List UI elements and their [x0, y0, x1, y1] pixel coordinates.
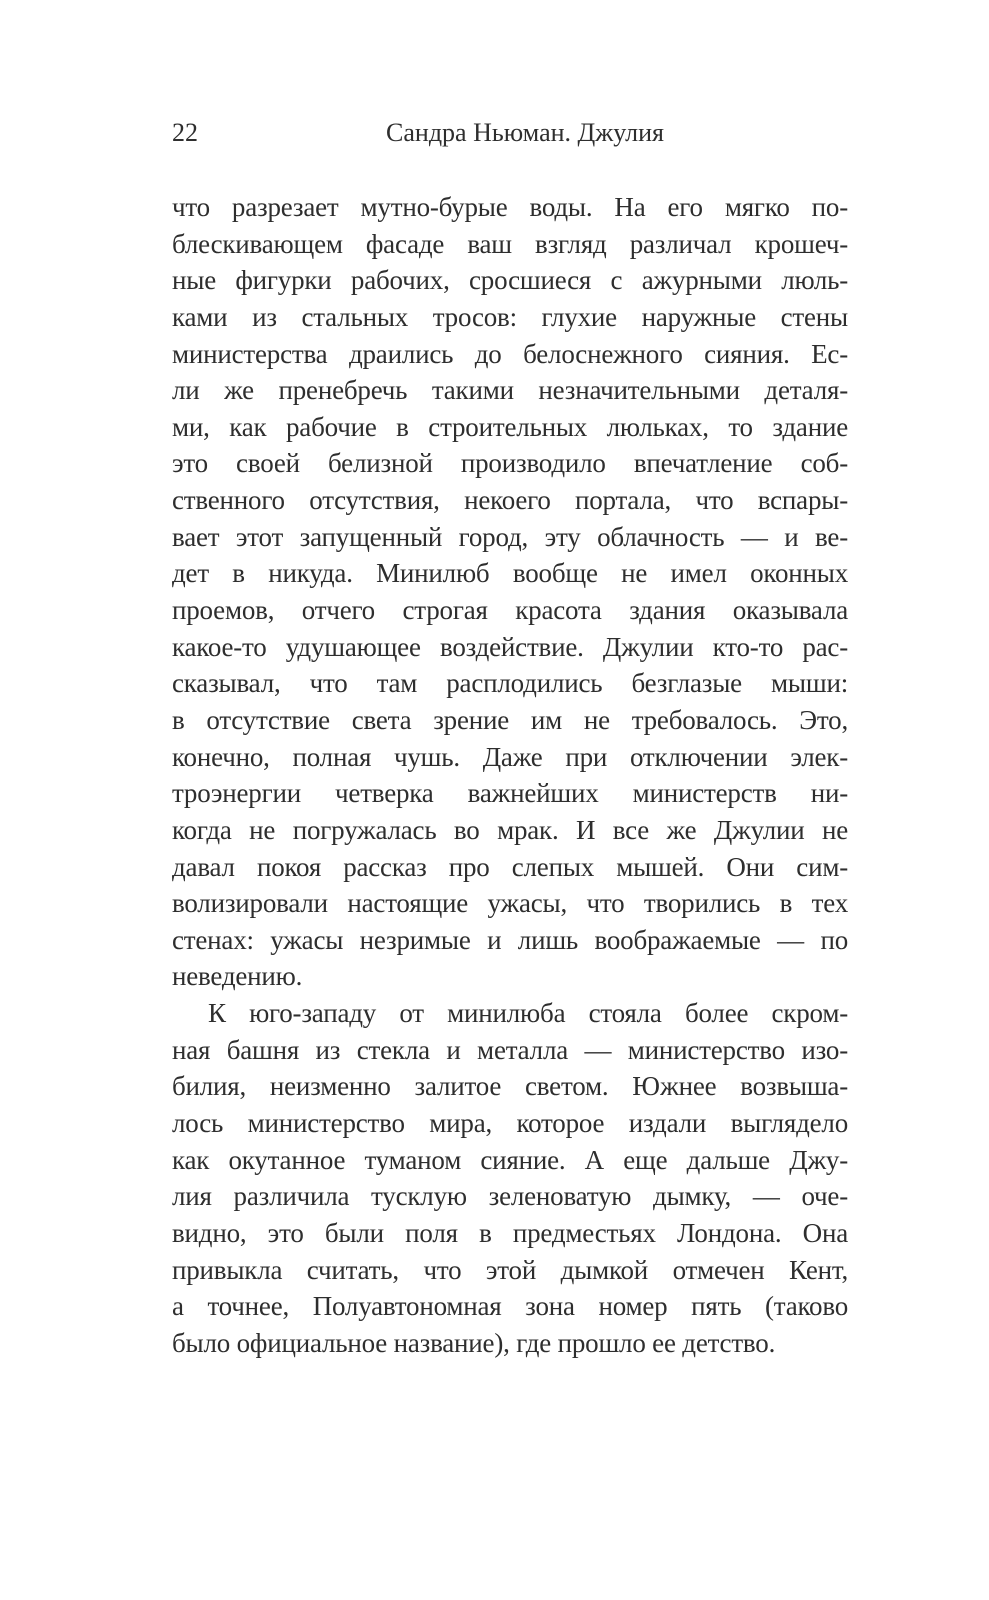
text-line: лия различила тусклую зеленоватую дымку, — оче- — [172, 1181, 848, 1212]
text-line: в отсутствие света зрение им не требовалось. Это, — [172, 704, 848, 735]
text-line: блескивающем фасаде ваш взгляд различал крошеч- — [172, 228, 848, 259]
text-line: давал покоя рассказ про слепых мышей. Они сим- — [172, 851, 848, 882]
text-line: что разрезает мутно-бурые воды. На его мягко по- — [172, 192, 848, 222]
text-line: ная башня из стекла и металла — министерство изо- — [172, 1034, 848, 1065]
text-line: это своей белизной производило впечатление соб- — [172, 448, 848, 479]
text-line: К юго-западу от минилюба стояла более скром- — [208, 998, 848, 1029]
text-line: ли же пренебречь такими незначительными деталя- — [172, 375, 848, 406]
text-line: конечно, полная чушь. Даже при отключении элек- — [172, 741, 848, 772]
text-line: ми, как рабочие в строительных люльках, то здание — [172, 411, 848, 442]
text-line: как окутанное туманом сияние. А еще дальше Джу- — [172, 1144, 848, 1175]
text-line: ные фигурки рабочих, сросшиеся с ажурными люль- — [172, 265, 848, 296]
text-line: лось министерство мира, которое издали выглядело — [172, 1108, 848, 1139]
body-text — [172, 189, 848, 1362]
text-line: стенах: ужасы незримые и лишь воображаемые — по — [172, 924, 848, 955]
text-line: билия, неизменно залитое светом. Южнее возвыша- — [172, 1071, 848, 1102]
text-line: неведению. — [172, 961, 303, 992]
text-line: когда не погружалась во мрак. И все же Джулии не — [172, 814, 848, 845]
text-line: ками из стальных тросов: глухие наружные стены — [172, 301, 848, 332]
text-line: волизировали настоящие ужасы, что творились в тех — [172, 888, 848, 919]
text-line: какое-то удушающее воздействие. Джулии кто-то рас- — [172, 631, 848, 662]
text-line: вает этот запущенный город, эту облачность — и ве- — [172, 521, 848, 552]
text-line: троэнергии четверка важнейших министерств ни- — [172, 778, 848, 809]
text-line: ственного отсутствия, некоего портала, что вспары- — [172, 485, 848, 516]
text-line: дет в никуда. Минилюб вообще не имел оконных — [172, 558, 848, 589]
text-line: министерства драились до белоснежного сияния. Ес- — [172, 338, 848, 369]
text-line: сказывал, что там расплодились безглазые мыши: — [172, 668, 848, 699]
running-head — [172, 118, 848, 154]
text-line: было официальное название), где прошло ее детство. — [172, 1327, 776, 1358]
page-number: 22 — [172, 118, 198, 147]
text-line: привыкла считать, что этой дымкой отмечен Кент, — [172, 1254, 848, 1285]
running-title: Сандра Ньюман. Джулия — [386, 118, 664, 147]
text-line: видно, это были поля в предместьях Лондона. Она — [172, 1217, 848, 1248]
text-line: проемов, отчего строгая красота здания оказывала — [172, 595, 848, 626]
text-line: а точнее, Полуавтономная зона номер пять (таково — [172, 1291, 848, 1322]
